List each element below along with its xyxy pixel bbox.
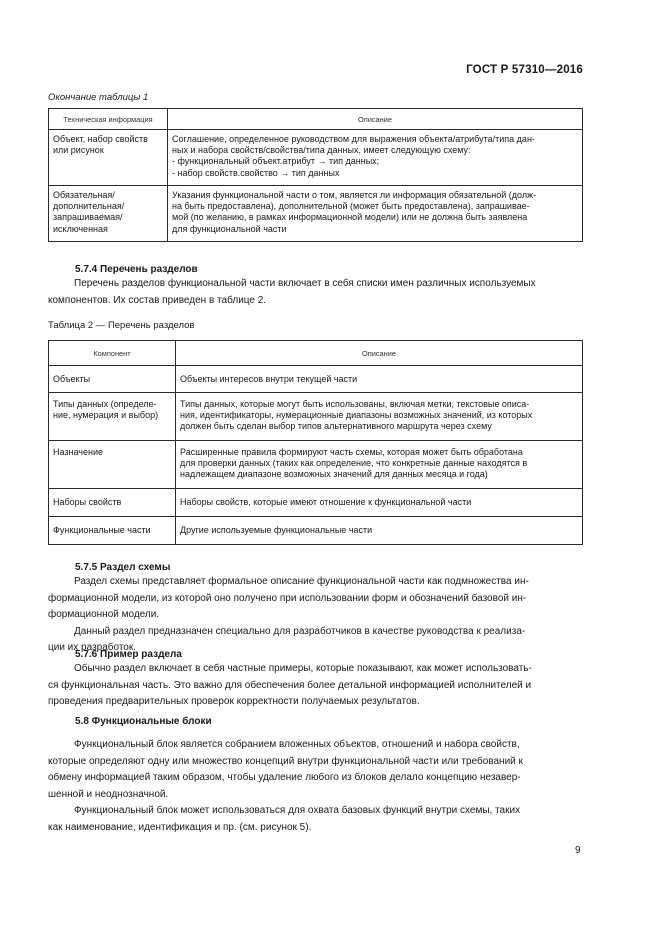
section-5-7-6-text: Обычно раздел включает в себя частные примеры, которые показывают, как может использовать- ся функциональная часть. Это важно для обеспечения более детальной информацией исполнителей и проведения предварительных проверок корректности получаемых результатов. <box>48 663 532 708</box>
table1 <box>48 108 583 242</box>
table2-col-header: Описание <box>176 341 583 366</box>
table-row <box>49 186 583 242</box>
table1-row-description: Соглашение, определенное руководством для выражения объекта/атрибута/типа дан- ных и набора свойств/свойства/типа данных, имеет следующую схему: - функциональный объект.атрибут → тип данных; - набор свойств.свойство → тип данных <box>168 130 583 186</box>
table2 <box>48 340 583 545</box>
section-5-7-4-text: Перечень разделов функциональной части включает в себя списки имен различных используемых компонентов. Их состав приведен в таблице 2. <box>48 278 536 306</box>
table1-header-row <box>49 109 583 130</box>
table2-row-description: Объекты интересов внутри текущей части <box>176 366 583 393</box>
table2-row-description: Другие используемые функциональные части <box>176 517 583 545</box>
section-5-8-text: Функциональный блок является собранием вложенных объектов, отношений и набора свойств, которые определяют одну или множество концепций внутри функциональной части или требований к обмену информацией таким образом, чтобы удаление любого из блоков делало концепцию незавер- шенной и неоднозначной. Функциональный блок может использоваться для охвата базовых функций внутри схемы, таких как наименование, идентификация и пр. (см. рисунок 5). <box>48 739 523 833</box>
table2-header-row <box>49 341 583 366</box>
table2-row-label: Типы данных (определе- ние, нумерация и выбор) <box>49 393 176 441</box>
table-row <box>49 441 583 489</box>
section-5-7-5-text: Раздел схемы представляет формальное описание функциональной части как подмножества ин- формационной модели, из которой оно получено при использовании форм и обозначений базовой ин- формационной модели. Данный раздел предназначен специально для разработчиков в качестве руководства к реализа- ции их разработок. <box>48 576 529 654</box>
table2-row-description: Наборы свойств, которые имеют отношение к функциональной части <box>176 489 583 517</box>
table1-row-description: Указания функциональной части о том, является ли информация обязательной (долж- на быть предоставлена), дополнительной (может быть предоставлена), запрашивае- мой (по желанию, в рамках информационной модели) или не должна быть заявлена для функциональной части <box>168 186 583 242</box>
standard-header: ГОСТ Р 57310—2016 <box>466 64 583 76</box>
table2-row-description: Расширенные правила формируют часть схемы, которая может быть обработана для проверки данных (таких как определение, что конкретные данные находятся в надлежащем диапазоне возможных значений для данных месяца и года) <box>176 441 583 489</box>
section-5-7-6-heading: 5.7.6 Пример раздела <box>75 649 182 660</box>
table-row <box>49 489 583 517</box>
section-5-8-heading: 5.8 Функциональные блоки <box>75 716 212 727</box>
table2-row-label: Объекты <box>49 366 176 393</box>
table-row <box>49 366 583 393</box>
table-row <box>49 393 583 441</box>
table2-row-label: Функциональные части <box>49 517 176 545</box>
table1-caption: Окончание таблицы 1 <box>48 92 149 103</box>
table2-row-label: Назначение <box>49 441 176 489</box>
table2-col-header: Компонент <box>49 341 176 366</box>
table2-row-description: Типы данных, которые могут быть использованы, включая метки, текстовые описа- ния, идентификаторы, нумерационные диапазоны возможных значений, из которых должен быть сделан выбор типов альтернативного маршрута через схему <box>176 393 583 441</box>
section-5-7-4-heading: 5.7.4 Перечень разделов <box>75 264 198 275</box>
table2-row-label: Наборы свойств <box>49 489 176 517</box>
table2-caption: Таблица 2 — Перечень разделов <box>48 320 195 331</box>
table1-row-label: Объект, набор свойств или рисунок <box>49 130 168 186</box>
table1-row-label: Обязательная/ дополнительная/ запрашиваемая/ исключенная <box>49 186 168 242</box>
table-row <box>49 517 583 545</box>
table1-col-header: Техническая информация <box>49 109 168 130</box>
section-5-7-5-heading: 5.7.5 Раздел схемы <box>75 562 171 573</box>
table1-col-header: Описание <box>168 109 583 130</box>
table-row <box>49 130 583 186</box>
page-number: 9 <box>575 845 581 856</box>
